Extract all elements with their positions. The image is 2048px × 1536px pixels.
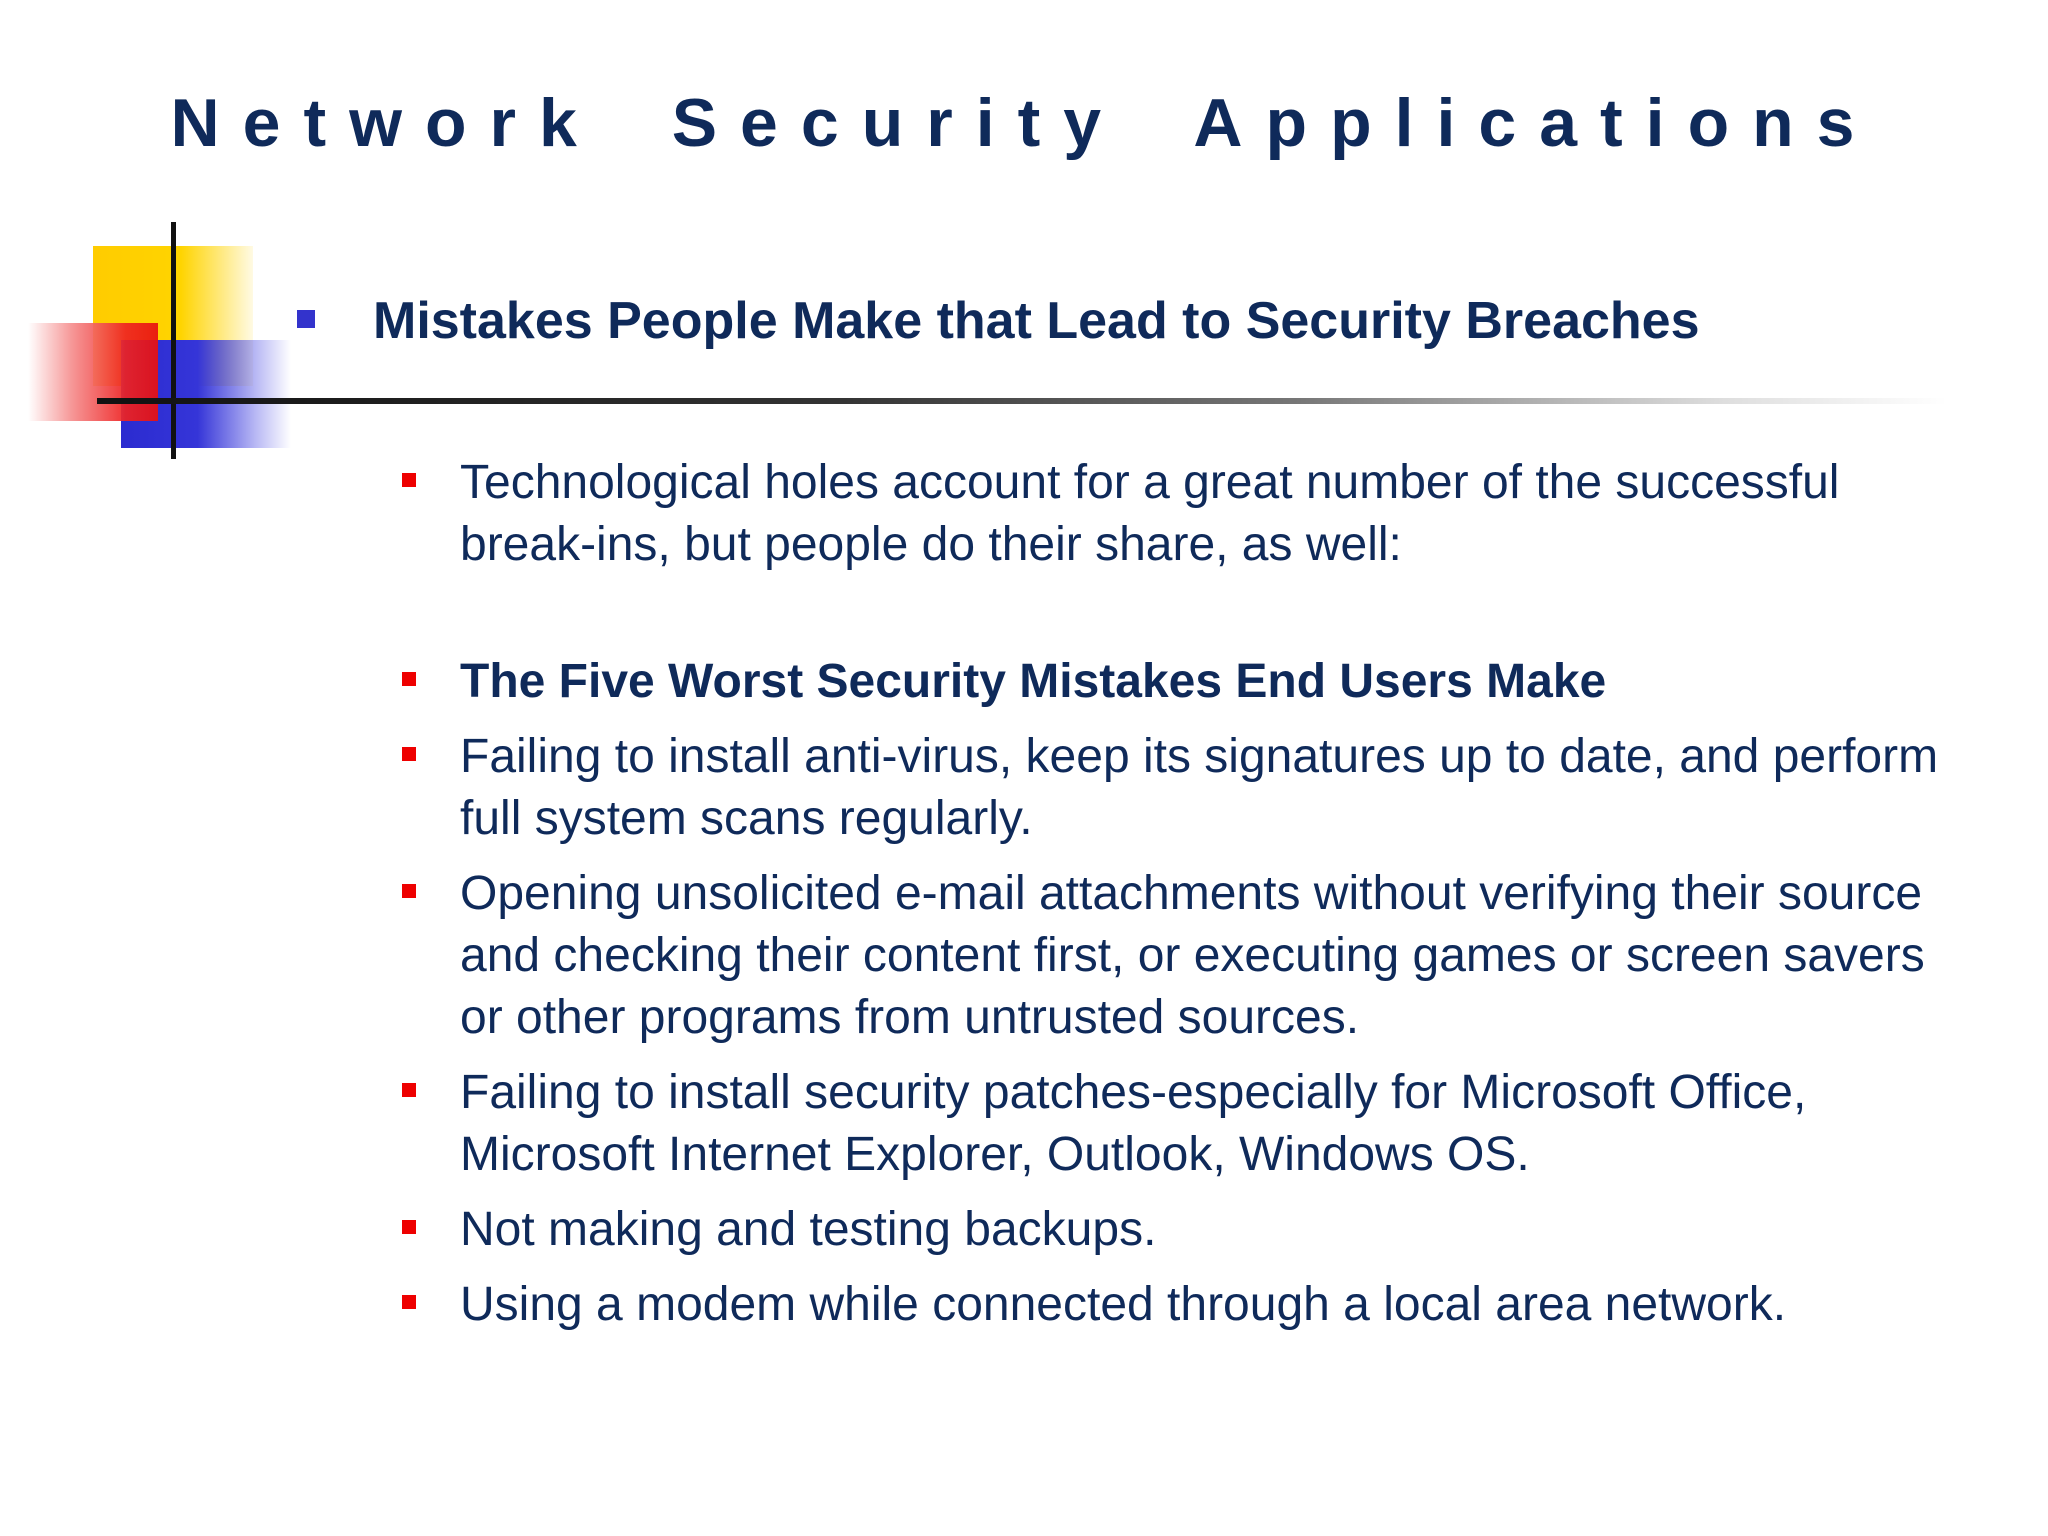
list-item-text: Failing to install anti-virus, keep its signatures up to date, and perform full system scans regularly. — [460, 730, 1939, 845]
list-item-text: Not making and testing backups. — [460, 1203, 1157, 1256]
square-bullet-icon — [402, 672, 416, 686]
title-divider-line — [97, 398, 1947, 404]
list-item-text: Using a modem while connected through a local area network. — [460, 1278, 1787, 1331]
square-bullet-icon — [402, 747, 416, 761]
section-heading-text: Mistakes People Make that Lead to Security Breaches — [373, 292, 1700, 350]
decorative-red-block — [28, 323, 158, 421]
list-item — [400, 1274, 1960, 1336]
list-item-text: Technological holes account for a great number of the successful break-ins, but people do their share, as well: — [460, 456, 1840, 571]
list-item — [400, 651, 1960, 713]
list-item — [400, 863, 1960, 1049]
list-item-text: The Five Worst Security Mistakes End Users Make — [460, 655, 1607, 708]
square-bullet-icon — [402, 1220, 416, 1234]
decorative-vertical-line — [171, 222, 176, 459]
bullet-list — [400, 452, 1960, 1349]
list-item-text: Opening unsolicited e-mail attachments without verifying their source and checking their content first, or executing games or screen savers or other programs from untrusted sources. — [460, 867, 1925, 1044]
square-bullet-icon — [402, 1083, 416, 1097]
square-bullet-icon — [402, 473, 416, 487]
list-item — [400, 726, 1960, 850]
slide-title: Network Security Applications — [170, 85, 1878, 161]
list-item — [400, 452, 1960, 576]
square-bullet-icon — [402, 884, 416, 898]
square-bullet-icon — [297, 310, 315, 328]
square-bullet-icon — [402, 1295, 416, 1309]
list-item-text: Failing to install security patches-especially for Microsoft Office, Microsoft Internet Explorer, Outlook, Windows OS. — [460, 1066, 1807, 1181]
list-item — [400, 1199, 1960, 1261]
list-item — [400, 1062, 1960, 1186]
